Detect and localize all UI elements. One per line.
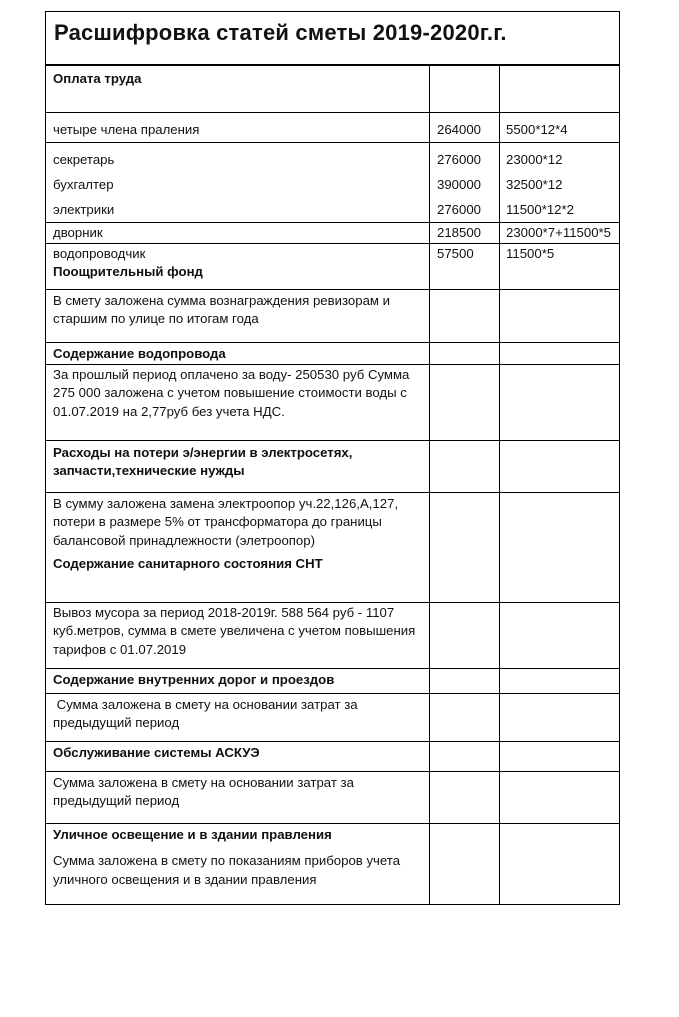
page-title: Расшифровка статей сметы 2019-2020г.г. <box>45 11 620 65</box>
table-row <box>46 243 620 289</box>
table-row <box>46 113 620 143</box>
section-heading-water: Содержание водопровода <box>46 342 430 364</box>
table-row <box>46 143 620 223</box>
labor-name: секретарь <box>53 152 115 167</box>
section-heading-askue: Обслуживание системы АСКУЭ <box>46 741 430 771</box>
table-row <box>46 771 620 823</box>
section-text-lighting: Сумма заложена в смету по показаниям приборов учета уличного освещения и в здании правления <box>53 853 401 887</box>
section-heading-sanitary: Содержание санитарного состояния СНТ <box>53 556 323 571</box>
section-text-incentive: В смету заложена сумма вознаграждения ревизорам и старшим по улице по итогам года <box>46 289 430 342</box>
section-heading-electric: Расходы на потери э/энергии в электросетях, запчасти,технические нужды <box>46 440 430 492</box>
table-row <box>46 602 620 668</box>
table-row <box>46 693 620 741</box>
labor-formula: 23000*7+11500*5 <box>500 223 620 244</box>
table-row <box>46 492 620 602</box>
section-text-roads: Сумма заложена в смету на основании затрат за предыдущий период <box>46 693 430 741</box>
table-row <box>46 823 620 904</box>
labor-name: четыре члена праления <box>46 113 430 143</box>
table-row <box>46 668 620 693</box>
section-heading-lighting: Уличное освещение и в здании правления <box>53 826 332 842</box>
section-heading-roads: Содержание внутренних дорог и проездов <box>46 668 430 693</box>
table-row <box>46 440 620 492</box>
section-text-askue: Сумма заложена в смету на основании затрат за предыдущий период <box>46 771 430 823</box>
section-text-water: За прошлый период оплачено за воду- 250530 руб Сумма 275 000 заложена с учетом повышение стоимости воды с 01.07.2019 на 2,77руб без учета НДС. <box>46 364 430 440</box>
estimate-table <box>45 65 620 905</box>
table-row <box>46 342 620 364</box>
estimate-page <box>45 11 620 905</box>
section-text-electric: В сумму заложена замена электроопор уч.22,126,А,127, потери в размере 5% от трансформатора до границы балансовой принадлежности (элетроопор) <box>53 495 399 548</box>
section-heading-labor: Оплата труда <box>53 71 142 86</box>
labor-amount: 390000 <box>437 177 482 192</box>
labor-name: дворник <box>46 223 430 244</box>
labor-name: бухгалтер <box>53 177 114 192</box>
table-row <box>46 364 620 440</box>
table-row <box>46 66 620 113</box>
labor-name: электрики <box>53 202 115 217</box>
labor-amount: 57500 <box>430 243 500 289</box>
table-row <box>46 289 620 342</box>
labor-amount: 276000 <box>437 152 482 167</box>
section-text-sanitary: Вывоз мусора за период 2018-2019г. 588 564 руб - 1107 куб.метров, сумма в смете увеличена с учетом повышения тарифов с 01.07.2019 <box>46 602 430 668</box>
labor-formula: 11500*5 <box>500 243 620 289</box>
table-row <box>46 223 620 244</box>
table-row <box>46 741 620 771</box>
section-heading-incentive: Поощрительный фонд <box>53 264 203 279</box>
labor-amount: 264000 <box>430 113 500 143</box>
labor-amount: 276000 <box>437 202 482 217</box>
labor-formula: 5500*12*4 <box>500 113 620 143</box>
labor-name: водопроводчик <box>53 245 146 261</box>
labor-formula: 23000*12 <box>506 152 563 167</box>
labor-formula: 11500*12*2 <box>506 202 574 217</box>
labor-amount: 218500 <box>430 223 500 244</box>
labor-formula: 32500*12 <box>506 177 563 192</box>
